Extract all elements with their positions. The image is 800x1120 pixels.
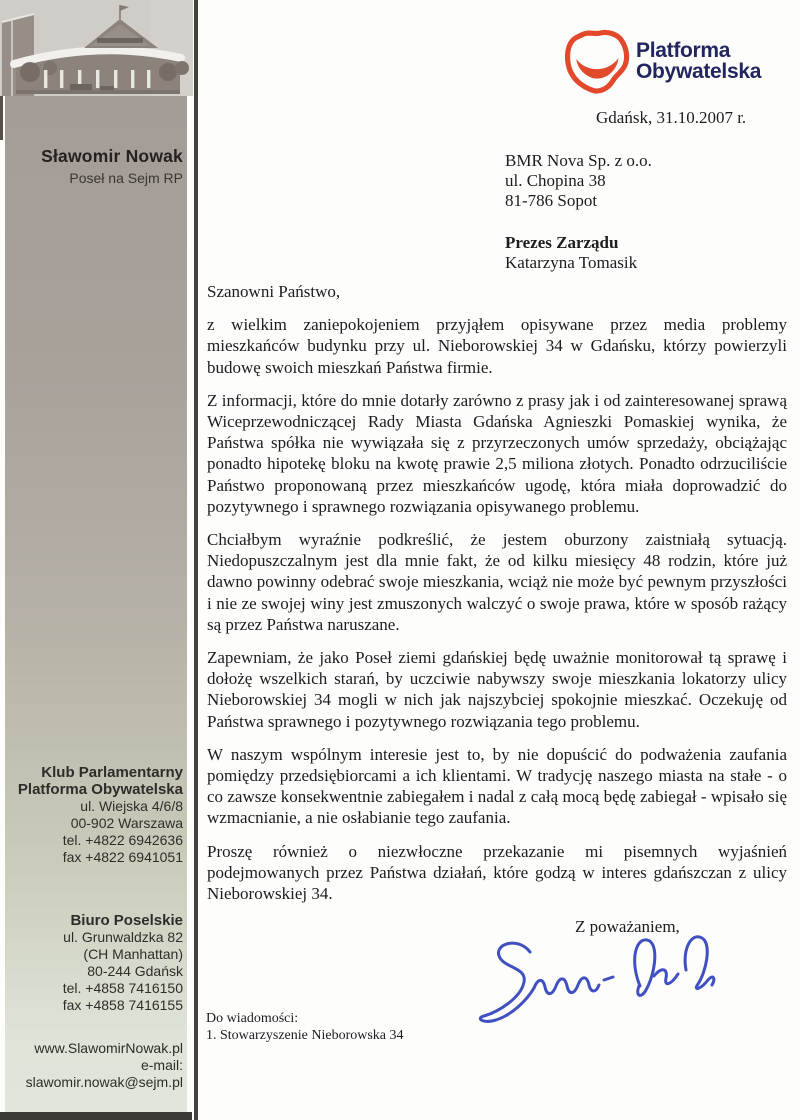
signature [472, 928, 730, 1030]
klub-address-block [6, 764, 183, 866]
biuro-tel: tel. +4858 7416150 [62, 980, 183, 996]
email-label: e-mail: [140, 1057, 183, 1073]
paragraph-5: W naszym wspólnym interesie jest to, by nie dopuścić do podważenia zaufania pomiędzy przedsiębiorcami a ich klientami. W tradycję naszego miasta na stałe - o co zawsze konsekwentnie zabiegałem i nadal z całą mocą będę zabiegał - wpisało się wzmacnianie, a nie osłabianie tego zaufania. [207, 744, 787, 828]
klub-line2: Platforma Obywatelska [17, 781, 183, 798]
logo-line1: Platforma [636, 39, 731, 62]
salutation: Szanowni Państwo, [207, 282, 341, 301]
website-url: www.SlawomirNowak.pl [34, 1040, 183, 1056]
recipient-block [505, 151, 652, 273]
letter-body [207, 281, 787, 949]
vertical-divider [194, 0, 198, 1120]
biuro-header: Biuro Poselskie [70, 912, 183, 929]
klub-fax: fax +4822 6941051 [62, 849, 183, 865]
po-logo-icon [560, 28, 634, 96]
po-logo-wordmark [636, 41, 761, 82]
recipient-street: ul. Chopina 38 [505, 171, 606, 190]
date-line: Gdańsk, 31.10.2007 r. [596, 108, 747, 127]
cc-item: 1. Stowarzyszenie Nieborowska 34 [206, 1028, 404, 1043]
paragraph-3: Chciałbym wyraźnie podkreślić, że jestem oburzony zaistniałą sytuacją. Niedopuszczalnym jest dla mnie fakt, że od kilku miesięcy 48 rodzin, które już dawno powinny odebrać swoje mieszkania, wciąż nie może być pewnym przyszłości i nie ze swojej winy jest zmuszonych walczyć o swoje prawa, które w sposób rażący są przez Państwa naruszane. [207, 530, 787, 634]
sejm-building-image [0, 0, 193, 96]
sender-title: Poseł na Sejm RP [69, 170, 183, 186]
recipient-company: BMR Nova Sp. z o.o. [505, 151, 652, 170]
paragraph-4: Zapewniam, że jako Poseł ziemi gdańskiej będę uważnie monitorował tą sprawę i dołożę wszelkich starań, by uczciwie nabywszy swoje mieszkania lokatorzy ulicy Nieborowskiej 34 mogli w nich jak najszybciej spokojnie mieszkać. Oczekuję od Państwa sprawnego i pozytywnego rozwiązania tego problemu. [207, 648, 787, 731]
klub-city: 00-902 Warszawa [70, 815, 183, 831]
biuro-city: 80-244 Gdańsk [87, 963, 183, 979]
recipient-city: 81-786 Sopot [505, 191, 598, 210]
closing-line: Z poważaniem, [575, 917, 680, 937]
klub-street: ul. Wiejska 4/6/8 [80, 798, 183, 814]
biuro-street: ul. Grunwaldzka 82 [63, 929, 183, 945]
paragraph-2: Z informacji, które do mnie dotarły zarówno z prasy jak i od zainteresowanej sprawą Wiceprzewodniczącej Rady Miasta Gdańska Agnieszki Pomaskiej wynika, że Państwa spółka nie wywiązała się z przyrzeczonych umów sprzedaży, obciążając ponadto hipotekę bloku na kwotę prawie 2,5 miliona złotych. Ponadto odrzuciliście Państwo proponowaną przez mieszkańców ugodę, która miała doprowadzić do pozytywnego i sprawnego rozwiązania opisywanego problemu. [207, 390, 787, 516]
email-address: slawomir.nowak@sejm.pl [25, 1074, 183, 1090]
cc-label: Do wiadomości: [206, 1011, 299, 1026]
klub-tel: tel. +4822 6942636 [62, 832, 183, 848]
logo-line2: Obywatelska [636, 59, 762, 83]
biuro-building: (CH Manhattan) [83, 946, 183, 962]
scan-edge-bottom [0, 1112, 192, 1120]
cc-block [206, 1010, 404, 1044]
sender-block [6, 146, 183, 186]
biuro-fax: fax +4858 7416155 [62, 997, 183, 1013]
sender-name: Sławomir Nowak [41, 146, 183, 166]
paragraph-1: z wielkim zaniepokojeniem przyjąłem opisywane przez media problemy mieszkańców budynku przy ul. Nieborowskiej 34 w Gdańsku, którzy powierzyli budowę swoich mieszkań Państwa firmie. [207, 315, 787, 377]
biuro-address-block [6, 912, 183, 1014]
paragraph-6: Proszę również o niezwłoczne przekazanie mi pisemnych wyjaśnień podejmowanych przez Państwa działań, które godzą w interes gdańszczan z ulicy Nieborowskiej 34. [207, 841, 787, 904]
klub-line1: Klub Parlamentarny [41, 764, 183, 781]
recipient-person: Katarzyna Tomasik [505, 253, 638, 272]
recipient-role: Prezes Zarządu [505, 233, 619, 252]
web-contact-block [6, 1040, 183, 1091]
